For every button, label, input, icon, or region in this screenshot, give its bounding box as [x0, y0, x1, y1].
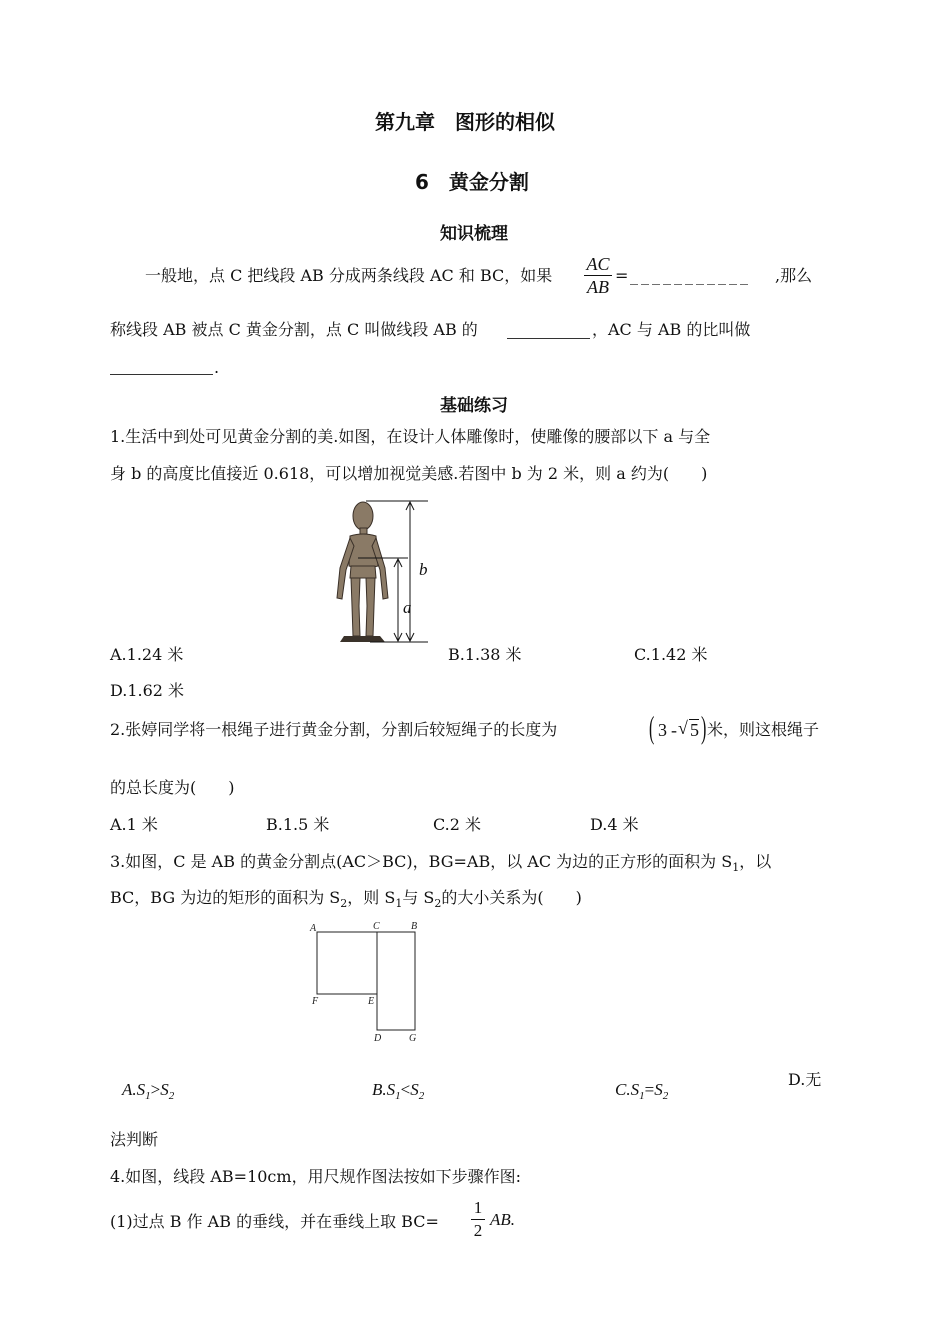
q3-opt-c-sub2: 2: [662, 1090, 669, 1102]
fig-label-b: B: [411, 921, 418, 932]
expr-right-paren: ): [701, 709, 707, 745]
q4-fraction-half: [471, 1198, 485, 1241]
q4-line-1: 4.如图，线段 AB=10cm，用尺规作图法按如下步骤作图:: [110, 1167, 521, 1186]
expr-three: 3: [658, 720, 667, 740]
q3-line-1-sub: 1: [732, 861, 740, 874]
q1-option-c[interactable]: C.1.42 米: [634, 645, 708, 664]
q3-line-1-text: 3.如图，C 是 AB 的黄金分割点(AC＞BC)，BG=AB，以 AC 为边的正方形的面积为 S: [110, 852, 733, 871]
q2-line-1a: 2.张婷同学将一根绳子进行黄金分割，分割后较短绳子的长度为: [110, 720, 558, 739]
fraction-bar: [584, 275, 612, 276]
q3-line-2-sub1: 2: [340, 897, 348, 910]
q3-line-2-sub3: 2: [434, 897, 442, 910]
q3-option-b[interactable]: $B.S_1<S_2$: [372, 1080, 425, 1102]
knowledge-line-2b: ，AC 与 AB 的比叫做: [592, 320, 751, 339]
q1-statue-figure: [330, 496, 450, 646]
q4-frac-numerator: 1: [473, 1198, 483, 1217]
q3-line-2: [110, 888, 582, 914]
fig-label-d: D: [374, 1033, 382, 1044]
expr-minus: -: [671, 720, 677, 740]
q3-opt-b-sub1: 1: [395, 1090, 401, 1102]
fig-label-a: A: [310, 923, 317, 934]
q3-opt-a-sub1: 1: [145, 1090, 151, 1102]
square-ACEF: [317, 932, 377, 994]
q1-line-1: 1.生活中到处可见黄金分割的美.如图，在设计人体雕像时，使雕像的腰部以下 a 与全: [110, 427, 711, 446]
q3-opt-a-rel: >: [150, 1080, 161, 1099]
practice-heading: 基础练习: [440, 396, 508, 416]
q3-line-1-tail: ，以: [739, 852, 772, 871]
knowledge-blank-2: [507, 322, 590, 339]
q3-opt-b-letter: B: [372, 1080, 383, 1099]
q3-opt-a-letter: A: [122, 1080, 133, 1099]
q3-option-d-head[interactable]: D.无: [788, 1070, 822, 1089]
q3-opt-b-s2: S: [410, 1080, 419, 1099]
q2-option-a[interactable]: A.1 米: [110, 815, 158, 834]
q4-frac-bar: [471, 1219, 485, 1220]
q3-line-2a: BC，BG 为边的矩形的面积为 S: [110, 888, 341, 907]
q3-line-1: [110, 852, 771, 878]
q3-line-2-sub2: 1: [395, 897, 403, 910]
fraction-ac-ab: [584, 254, 612, 297]
q3-opt-c-s2: S: [654, 1080, 663, 1099]
fraction-numerator: AC: [586, 254, 610, 274]
knowledge-line-1b: ,那么: [775, 266, 813, 285]
expr-left-paren: (: [649, 709, 655, 745]
expr-root-glyph: √: [678, 718, 688, 738]
knowledge-equals: =: [615, 266, 629, 285]
expr-five: 5: [690, 720, 699, 740]
q3-opt-c-rel: =: [644, 1080, 655, 1099]
q1-option-b[interactable]: B.1.38 米: [448, 645, 522, 664]
q2-option-c[interactable]: C.2 米: [433, 815, 482, 834]
rect-CBGD: [377, 932, 415, 1030]
q3-opt-c-sub1: 1: [639, 1090, 645, 1102]
q3-opt-c-letter: C: [615, 1080, 627, 1099]
fraction-denominator: AB: [587, 277, 609, 297]
q3-option-d-tail: 法判断: [110, 1130, 159, 1149]
q3-square-figure: [305, 918, 435, 1048]
fig-label-e: E: [368, 996, 375, 1007]
q1-option-d[interactable]: D.1.62 米: [110, 681, 185, 700]
knowledge-heading: 知识梳理: [440, 224, 508, 244]
statue-base: [340, 636, 385, 642]
q3-line-2b: ，则 S: [347, 888, 396, 907]
chapter-title: 第九章 图形的相似: [375, 110, 555, 134]
q1-option-a[interactable]: A.1.24 米: [110, 645, 184, 664]
q3-opt-b-sub2: 2: [418, 1090, 425, 1102]
knowledge-line-3-end: .: [214, 358, 220, 377]
q3-opt-a-sub2: 2: [168, 1090, 175, 1102]
knowledge-line-1a: 一般地，点 C 把线段 AB 分成两条线段 AC 和 BC，如果: [145, 266, 553, 285]
q1-label-b: b: [419, 560, 428, 579]
q1-line-2: 身 b 的高度比值接近 0.618，可以增加视觉美感.若图中 b 为 2 米，则 a 约为( ): [110, 464, 708, 483]
q4-step-1a: (1)过点 B 作 AB 的垂线，并在垂线上取 BC=: [110, 1212, 439, 1231]
q3-line-2c: 与 S: [402, 888, 435, 907]
fig-label-c: C: [373, 921, 380, 932]
q2-line-1b: 米，则这根绳子: [707, 720, 820, 739]
q3-option-a[interactable]: $A.S_1>S_2$: [122, 1080, 175, 1102]
fig-label-g: G: [409, 1033, 417, 1044]
q2-option-b[interactable]: B.1.5 米: [266, 815, 330, 834]
q3-line-2d: 的大小关系为( ): [441, 888, 582, 907]
q2-line-2: 的总长度为( ): [110, 778, 235, 797]
knowledge-blank-3: [110, 358, 213, 375]
q4-frac-denominator: 2: [473, 1221, 483, 1240]
q3-opt-c-s1: S: [630, 1080, 640, 1099]
q2-option-d[interactable]: D.4 米: [590, 815, 639, 834]
q3-opt-b-rel: <: [400, 1080, 411, 1099]
q4-step-1b: AB.: [490, 1210, 516, 1229]
q1-label-a: a: [403, 598, 412, 617]
section-title: 6 黄金分割: [415, 170, 529, 194]
knowledge-line-2a: 称线段 AB 被点 C 黄金分割，点 C 叫做线段 AB 的: [110, 320, 478, 339]
q3-opt-a-s1: S: [136, 1080, 146, 1099]
fig-label-f: F: [312, 996, 319, 1007]
q3-opt-b-s1: S: [386, 1080, 396, 1099]
knowledge-blank-1: ___________: [630, 266, 751, 285]
q3-option-c[interactable]: $C.S_1=S_2$: [615, 1080, 669, 1102]
q3-opt-a-s2: S: [160, 1080, 169, 1099]
